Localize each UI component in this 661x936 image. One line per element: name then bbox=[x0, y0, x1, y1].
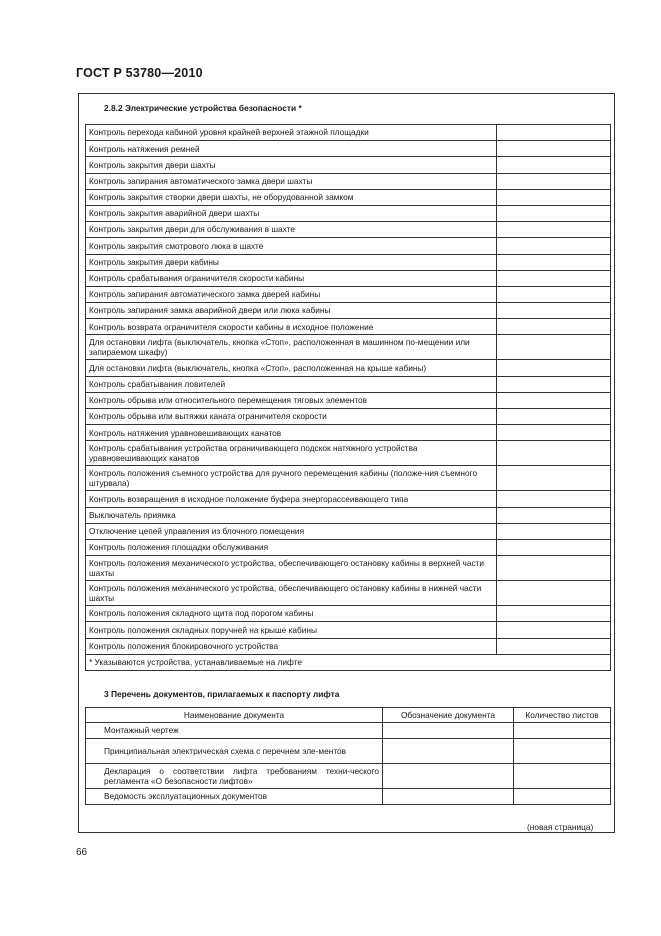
device-name: Контроль запирания автоматического замка двери шахты bbox=[86, 173, 497, 189]
device-value-cell bbox=[497, 491, 611, 507]
table-row bbox=[86, 360, 611, 376]
device-value-cell bbox=[497, 441, 611, 466]
table-row bbox=[86, 638, 611, 654]
device-value-cell bbox=[497, 425, 611, 441]
table-row bbox=[86, 466, 611, 491]
device-value-cell bbox=[497, 466, 611, 491]
device-name: Контроль обрыва или вытяжки каната ограничителя скорости bbox=[86, 409, 497, 425]
device-name: Контроль положения складного щита под порогом кабины bbox=[86, 606, 497, 622]
device-value-cell bbox=[497, 303, 611, 319]
page-number: 66 bbox=[76, 847, 88, 858]
footnote: * Указываются устройства, устанавливаемые на лифте bbox=[86, 654, 611, 670]
table-row bbox=[86, 441, 611, 466]
device-value-cell bbox=[497, 376, 611, 392]
device-name: Контроль положения механического устройства, обеспечивающего остановку кабины в верхней части шахты bbox=[86, 556, 497, 581]
device-value-cell bbox=[497, 173, 611, 189]
document-designation-cell bbox=[383, 789, 514, 805]
device-value-cell bbox=[497, 556, 611, 581]
device-name: Контроль закрытия смотрового люка в шахте bbox=[86, 238, 497, 254]
document-sheets-cell bbox=[514, 723, 611, 739]
device-name: Контроль обрыва или относительного перемещения тяговых элементов bbox=[86, 392, 497, 408]
table-row bbox=[86, 141, 611, 157]
device-value-cell bbox=[497, 286, 611, 302]
device-name: Контроль закрытия двери шахты bbox=[86, 157, 497, 173]
device-value-cell bbox=[497, 205, 611, 221]
document-sheets-cell bbox=[514, 739, 611, 764]
device-name: Контроль срабатывания устройства ограничивающего подскок натяжного устройства уравновешивающих канатов bbox=[86, 441, 497, 466]
device-name: Контроль срабатывания ловителей bbox=[86, 376, 497, 392]
device-name: Контроль натяжения ремней bbox=[86, 141, 497, 157]
table-row bbox=[86, 606, 611, 622]
table-row bbox=[86, 581, 611, 606]
device-name: Контроль закрытия аварийной двери шахты bbox=[86, 205, 497, 221]
device-value-cell bbox=[497, 157, 611, 173]
column-header-designation: Обозначение документа bbox=[383, 708, 514, 723]
table-row bbox=[86, 622, 611, 638]
device-value-cell bbox=[497, 319, 611, 335]
device-name: Контроль натяжения уравновешивающих канатов bbox=[86, 425, 497, 441]
table-row bbox=[86, 789, 611, 805]
table-row bbox=[86, 205, 611, 221]
table-row bbox=[86, 376, 611, 392]
table-row bbox=[86, 739, 611, 764]
document-name: Ведомость эксплуатационных документов bbox=[86, 789, 383, 805]
documents-table bbox=[85, 707, 611, 805]
device-value-cell bbox=[497, 254, 611, 270]
table-row bbox=[86, 491, 611, 507]
device-value-cell bbox=[497, 335, 611, 360]
device-name: Контроль положения съемного устройства для ручного перемещения кабины (положе-ния съемного штурвала) bbox=[86, 466, 497, 491]
device-name: Контроль запирания замка аварийной двери или люка кабины bbox=[86, 303, 497, 319]
table-row bbox=[86, 189, 611, 205]
section-282-heading: 2.8.2 Электрические устройства безопасности * bbox=[104, 103, 302, 113]
device-name: Для остановки лифта (выключатель, кнопка «Стоп», расположенная на крыше кабины) bbox=[86, 360, 497, 376]
document-header: ГОСТ Р 53780—2010 bbox=[76, 66, 203, 80]
device-value-cell bbox=[497, 409, 611, 425]
device-name: Отключение цепей управления из блочного помещения bbox=[86, 523, 497, 539]
column-header-name: Наименование документа bbox=[86, 708, 383, 723]
table-row bbox=[86, 507, 611, 523]
document-sheets-cell bbox=[514, 764, 611, 789]
table-row bbox=[86, 335, 611, 360]
device-value-cell bbox=[497, 523, 611, 539]
table-row bbox=[86, 222, 611, 238]
table-row bbox=[86, 303, 611, 319]
document-sheets-cell bbox=[514, 789, 611, 805]
footnote-row bbox=[86, 654, 611, 670]
device-name: Контроль срабатывания ограничителя скорости кабины bbox=[86, 270, 497, 286]
device-name: Контроль положения блокировочного устройства bbox=[86, 638, 497, 654]
section-3-heading: 3 Перечень документов, прилагаемых к паспорту лифта bbox=[104, 689, 340, 699]
device-value-cell bbox=[497, 141, 611, 157]
device-value-cell bbox=[497, 622, 611, 638]
table-row bbox=[86, 238, 611, 254]
safety-devices-table bbox=[85, 124, 611, 671]
device-value-cell bbox=[497, 606, 611, 622]
device-name: Для остановки лифта (выключатель, кнопка «Стоп», расположенная в машинном по-мещении или запираемом шкафу) bbox=[86, 335, 497, 360]
device-value-cell bbox=[497, 392, 611, 408]
device-name: Контроль возврата ограничителя скорости кабины в исходное положение bbox=[86, 319, 497, 335]
device-name: Контроль возвращения в исходное положение буфера энергорассеивающего типа bbox=[86, 491, 497, 507]
device-name: Контроль положения механического устройства, обеспечивающего остановку кабины в нижней части шахты bbox=[86, 581, 497, 606]
device-value-cell bbox=[497, 222, 611, 238]
table-row bbox=[86, 539, 611, 555]
device-value-cell bbox=[497, 360, 611, 376]
table-row bbox=[86, 173, 611, 189]
table-row bbox=[86, 556, 611, 581]
table-row bbox=[86, 270, 611, 286]
document-name: Принципиальная электрическая схема с перечнем эле-ментов bbox=[86, 739, 383, 764]
table-row bbox=[86, 125, 611, 141]
device-value-cell bbox=[497, 507, 611, 523]
document-name: Монтажный чертеж bbox=[86, 723, 383, 739]
table-row bbox=[86, 254, 611, 270]
device-name: Контроль закрытия двери для обслуживания в шахте bbox=[86, 222, 497, 238]
new-page-marker: (новая страница) bbox=[527, 822, 594, 832]
column-header-sheets: Количество листов bbox=[514, 708, 611, 723]
device-name: Контроль положения складных поручней на крыше кабины bbox=[86, 622, 497, 638]
table-row bbox=[86, 157, 611, 173]
table-row bbox=[86, 723, 611, 739]
device-name: Контроль запирания автоматического замка дверей кабины bbox=[86, 286, 497, 302]
device-name: Выключатель приямка bbox=[86, 507, 497, 523]
table-row bbox=[86, 409, 611, 425]
device-value-cell bbox=[497, 539, 611, 555]
device-value-cell bbox=[497, 189, 611, 205]
document-name: Декларация о соответствии лифта требованиям техни-ческого регламента «О безопасности лифтов» bbox=[86, 764, 383, 789]
document-designation-cell bbox=[383, 739, 514, 764]
device-value-cell bbox=[497, 638, 611, 654]
table-row bbox=[86, 425, 611, 441]
table-row bbox=[86, 392, 611, 408]
table-row bbox=[86, 523, 611, 539]
document-designation-cell bbox=[383, 723, 514, 739]
table-row bbox=[86, 764, 611, 789]
device-value-cell bbox=[497, 238, 611, 254]
device-name: Контроль закрытия двери кабины bbox=[86, 254, 497, 270]
table-row bbox=[86, 286, 611, 302]
device-value-cell bbox=[497, 125, 611, 141]
device-name: Контроль положения площадки обслуживания bbox=[86, 539, 497, 555]
device-name: Контроль закрытия створки двери шахты, не оборудованной замком bbox=[86, 189, 497, 205]
device-value-cell bbox=[497, 581, 611, 606]
device-value-cell bbox=[497, 270, 611, 286]
document-designation-cell bbox=[383, 764, 514, 789]
device-name: Контроль перехода кабиной уровня крайней верхней этажной площадки bbox=[86, 125, 497, 141]
table-row bbox=[86, 319, 611, 335]
